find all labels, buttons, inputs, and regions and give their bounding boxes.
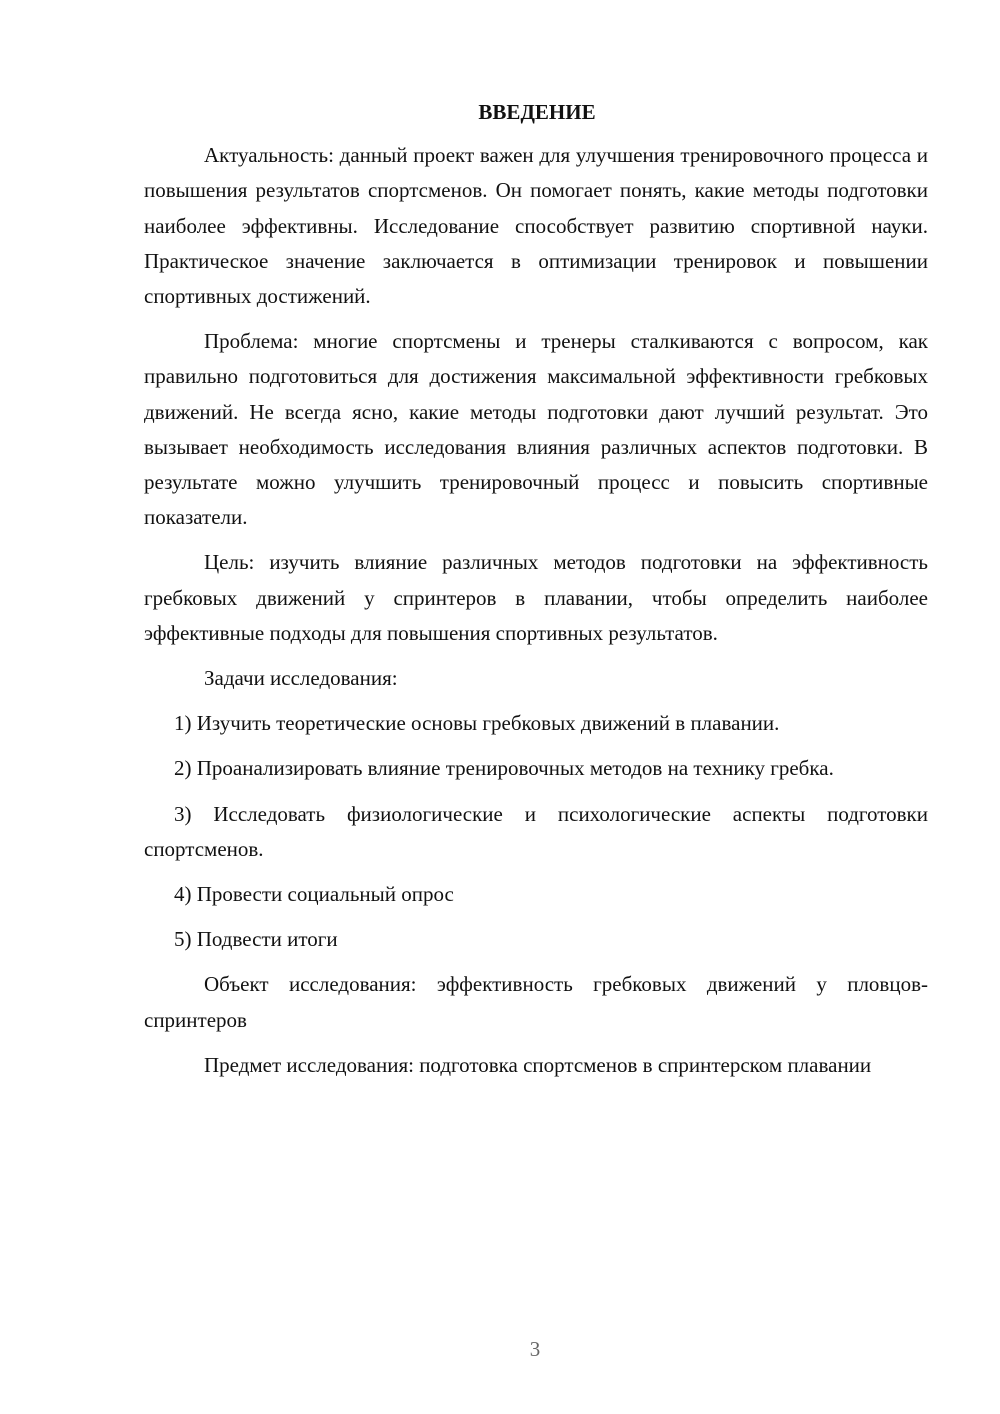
paragraph-problem: Проблема: многие спортсмены и тренеры сталкиваются с вопросом, как правильно подготовиться для достижения максимальной эффективности гребковых движений. Не всегда ясно, какие методы подготовки дают лучший результат. Это вызывает необходимость исследования влияния различных аспектов подготовки. В результате можно улучшить тренировочный процесс и повысить спортивные показатели. [144,329,928,530]
task-item-1: 1) Изучить теоретические основы гребковых движений в плавании. [174,711,780,736]
page-content [144,95,928,1083]
task-item-3: 3) Исследовать физиологические и психологические аспекты подготовки спортсменов. [144,801,928,861]
task-item-4: 4) Провести социальный опрос [174,882,454,907]
task-item-2: 2) Проанализировать влияние тренировочных методов на технику гребка. [174,756,834,781]
paragraph-goal: Цель: изучить влияние различных методов подготовки на эффективность гребковых движений у спринтеров в плавании, чтобы определить наиболее эффективные подходы для повышения спортивных результатов. [144,550,928,645]
paragraph-object: Объект исследования: эффективность гребковых движений у пловцов-спринтеров [144,972,928,1032]
tasks-heading: Задачи исследования: [204,666,398,691]
page-title: ВВЕДЕНИЕ [478,100,596,124]
paragraph-subject: Предмет исследования: подготовка спортсменов в спринтерском плавании [204,1052,872,1077]
page-number: 3 [529,1337,541,1361]
task-item-5: 5) Подвести итоги [174,927,338,952]
paragraph-relevance: Актуальность: данный проект важен для улучшения тренировочного процесса и повышения результатов спортсменов. Он помогает понять, какие методы подготовки наиболее эффективны. Исследование способствует развитию спортивной науки. Практическое значение заключается в оптимизации тренировок и повышении спортивных достижений. [144,143,928,309]
